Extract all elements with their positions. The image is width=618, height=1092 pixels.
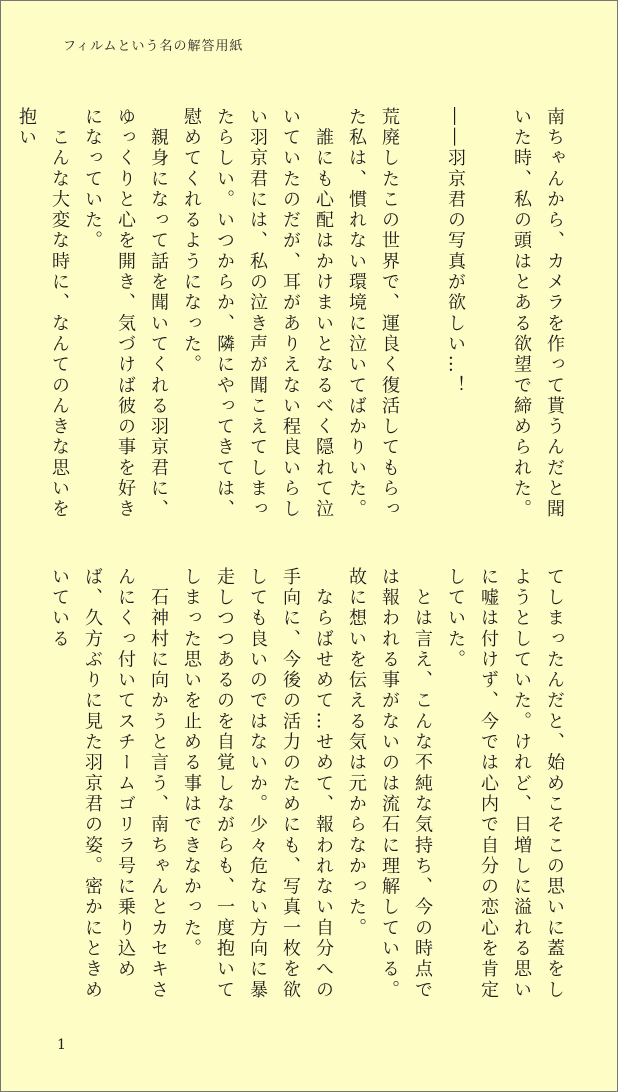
- running-title: フィルムという名の解答用紙: [63, 39, 244, 54]
- body-text-lower: てしまったんだと、始めこそこの思いに蓋をしようとしていた。けれど、日増しに溢れる思いに嘘は付けず、今では心内で自分の恋心を肯定していた。 とは言え、こんな不純な気持ち、今の時点では報われる事がないのは流石に理解している。故に想いを伝える気は元からなかった。 ならばせめて…せめて、報われない自分への手向に、今後の活力のためにも、写真一枚を欲しても良いのではないか。少々危ない方向に暴走しつつあるのを自覚しながらも、一度抱いてしまった思いを止める事はできなかった。 石神村に向かうと言う、南ちゃんとカセキさんにくっ付いてスチームゴリラ号に乗り込めば、久方ぶりに見た羽京君の姿。密かにときめいている: [49, 567, 565, 1001]
- body-text-upper: 南ちゃんから、カメラを作って貰うんだと聞いた時、私の頭はとある欲望で締められた。 ――羽京君の写真が欲しい…！ 荒廃したこの世界で、運良く復活してもらった私は、慣れない環境に泣いてばかりいた。 誰にも心配はかけまいとなるべく隠れて泣いていたのだが、耳がありえない程良いらしい羽京君には、私の泣き声が聞こえてしまったらしい。いつからか、隣にやってきては、慰めてくれるようになった。 親身になって話を聞いてくれる羽京君に、ゆっくりと心を開き、気づけば彼の事を好きになっていた。 こんな大変な時に、なんてのんきな思いを抱い: [16, 107, 565, 520]
- page-number: 1: [57, 1037, 66, 1053]
